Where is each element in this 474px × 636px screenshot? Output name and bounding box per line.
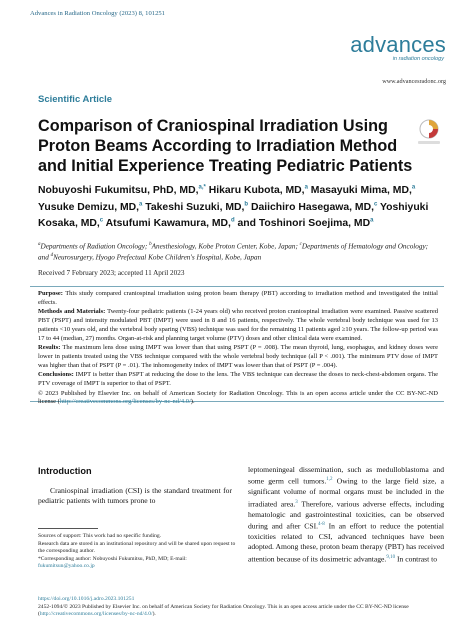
doi-link[interactable]: https://doi.org/10.1016/j.adro.2023.101251 [38, 596, 135, 602]
journal-citation: Advances in Radiation Oncology (2023) 8, 101251 [30, 10, 165, 17]
author: Daiichiro Hasegawa, MD,$^c$ [250, 201, 378, 213]
author: and Toshinori Soejima, $MD^a$ [237, 217, 374, 229]
intro-left-column: Craniospinal irradiation (CSI) is the standard treatment for pediatric patients with tumors prone to [38, 486, 232, 506]
footer-license-link[interactable]: http://creativecommons.org/licenses/by-nc-nd/4.0/ [39, 611, 153, 618]
journal-logo[interactable]: advances [350, 32, 446, 57]
email-link[interactable]: fukumitsun@yahoo.co.jp [38, 563, 95, 570]
author: Yusuke Demizu, MD,$^a$ [38, 201, 143, 213]
author: Atsufumi Kawamura, MD,$^d$ [105, 217, 235, 229]
check-for-updates-icon[interactable] [416, 118, 442, 148]
footnote-divider [38, 528, 98, 529]
section-label: Scientific Article [38, 94, 113, 105]
article-title: Comparison of Craniospinal Irradiation Using Proton Beams According to Irradiation Method and Initial Experience Treating Pediatric Patients [38, 117, 413, 176]
author: Yoshiyuki Kosaka, MD,$^c$ [38, 201, 429, 229]
author: Masayuki Mima, MD,$^a$ [310, 185, 416, 197]
abstract: Purpose: This study compared craniospinal irradiation using proton beam therapy (PBT) according to irradiation method and investigated the initial effects. Methods and Materials: Twenty-four pediatric patients (1-24 years old) who received proton craniospinal irradiation were examined. Passive scattered PBT (PSPT) and intensity modulated PBT (IMPT) were used in 8 and 16 patients, respectively. The whole vertebral body technique was used for 13 patients <10 years old, and the vertebral body sparing (VBS) technique was used for the remaining 11 patients aged ≥10 years. The follow-up period was 17 to 44 (median, 27) months. Organ-at-risk and planning target volume (PTV) doses and other clinical data were examined. Results: The maximum lens dose using IMPT was lower than that using PSPT (P = .008). The mean thyroid, lung, esophagus, and kidney doses were lower in patients treated using the VBS technique compared with the whole vertebral body technique (all P < .001). The minimum PTV dose of IMPT was higher than that of PSPT (P = .01). The inhomogeneity index of IMPT was lower than that of PSPT (P = .004). Conclusions: IMPT is better than PSPT at reducing the dose to the lens. The VBS technique can decrease the doses to neck-chest-abdomen organs. The PTV coverage of IMPT is superior to that of PSPT. © 2023 Published by Elsevier Inc. on behalf of American Society for Radiation Oncology. This is an open access article under the CC BY-NC-ND license (http://creativecommons.org/licenses/by-nc-nd/4.0/). [38, 290, 439, 406]
footnotes: Sources of support: This work had no specific funding. Research data are stored in an institutional repository and will be shared upon request to the corresponding author. *Corresponding author: Nobuyoshi Fukumitsu, PhD, MD; E-mail: fukumitsun@yahoo.co.jp [38, 528, 236, 571]
affiliations: $^a$Departments of Radiation Oncology; $^b$Anesthesiology, Kobe Proton Center, Kobe, Japan; $^c$Departments of Hematology and Oncology; and $^d$Neurosurgery, Hyogo Prefectual Kobe Children's Hospital, Kobe, Japan [38, 242, 429, 262]
license-link[interactable]: http://creativecommons.org/licenses/by-nc-nd/4.0/ [59, 398, 191, 406]
journal-logo-subtitle: in radiation oncology [392, 56, 444, 62]
author: Takeshi Suzuki, MD,$^b$ [145, 201, 249, 213]
journal-url-link[interactable]: www.advancesradonc.org [382, 78, 446, 85]
author: Hikaru Kubota, MD,$^a$ [208, 185, 308, 197]
intro-right-column: leptomeningeal dissemination, such as medulloblastoma and some germ cell tumors.$^{1,2}$ Owing to the large field size, a significant volume of normal organs must be included in the irradiated area.$^3$ Therefore, various adverse effects, including hematologic and gastrointestinal toxicities, can be observed during and after CSI.$^{4-8}$ In an effort to reduce the potential toxicities related to CSI, advanced techniques have been adopted. Among these, proton beam therapy (PBT) has received attention because of its dosimetric advantage.$^{9,10}$ In contrast to [248, 465, 445, 564]
author: Nobuyoshi Fukumitsu, PhD, MD,$^{a,*}$ [38, 185, 206, 197]
doi-license-footer: https://doi.org/10.1016/j.adro.2023.101251 2452-1094/© 2023 Published by Elsevier Inc. on behalf of American Society for Radiation Oncology. This is an open access article under the CC BY-NC-ND license (http://creativecommons.org/licenses/by-nc-nd/4.0/). [38, 596, 444, 619]
introduction-heading: Introduction [38, 466, 92, 476]
received-dates: Received 7 February 2023; accepted 11 April 2023 [38, 269, 185, 277]
author-list [38, 182, 448, 230]
